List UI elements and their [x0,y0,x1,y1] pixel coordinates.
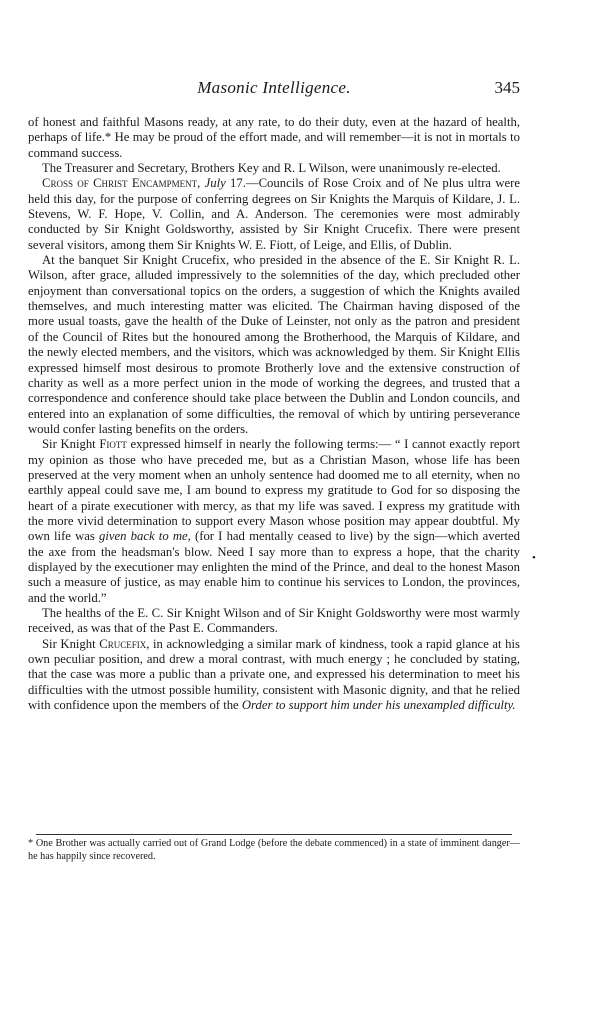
paragraph-7-emphasis: Order to support him under his unexampled difficulty. [241,698,516,713]
paragraph-3-text: 17.—Councils of Rose Croix and of Ne plus ultra were held this day, for the purpose of conferring degrees on Sir Knights the Marquis of Kildare, J. L. Stevens, W. F. Hope, V. Collin, and A. Anderson. The ceremonies were most admirably conducted by Sir Knight Goldsworthy, assisted by Sir Knight Crucefix. There were present several visitors, among them Sir Knights W. E. Fiott, of Leige, and Ellis, of Dublin. [28,176,521,252]
paragraph-1: of honest and faithful Masons ready, at any rate, to do their duty, even at the hazard of health, perhaps of life.* He may be proud of the effort made, and will remember—it is not in mortals to command success. [28,115,520,160]
paragraph-5-lead: Sir Knight [42,437,100,452]
speaker-name-fiott: Fiott [99,437,127,452]
paragraph-2: The Treasurer and Secretary, Brothers Key and R. L Wilson, were unanimously re-elected. [42,161,501,176]
paragraph-5 [28,437,520,606]
footnote-divider [36,834,512,835]
footnote: * One Brother was actually carried out of Grand Lodge (before the debate commenced) in a state of imminent danger—he has happily since recovered. [28,838,520,862]
page-number: 345 [494,78,520,97]
paragraph-6: The healths of the E. C. Sir Knight Wilson and of Sir Knight Goldsworthy were most warmly received, as was that of the Past E. Commanders. [28,606,520,636]
paragraph-7 [28,637,520,714]
paragraph-4: At the banquet Sir Knight Crucefix, who presided in the absence of the E. Sir Knight R. L. Wilson, after grace, alluded impressively to the solemnities of the day, which precluded other enjoyment than conversational topics on the orders, a suggestion of which the Knights availed themselves, and much interesting matter was elicited. The Chairman having disposed of the more usual toasts, gave the health of the Duke of Leinster, not only as the patron and president of the Council of Rites but the honoured among the Brotherhood, the Marquis of Kildare, and the newly elected members, and the visitors, which was acknowledged by them. Sir Knight Ellis expressed himself most desirous to promote Brotherly love and the extensive construction of charity as well as a more perfect union in the mode of working the degrees, and trusted that a correspondence and conference should take place between the Dublin and London councils, and entered into an explanation of some difficulties, the removal of which by untiring perseverance would confer lasting benefits on the orders. [28,253,520,436]
paragraph-7-text-a: in acknowledging a similar mark of kindness, took a rapid glance at his own peculiar position, and drew a moral contrast, with much energy ; he concluded by stating, that the case was more a public than a private one, and expressed his determination to meet his difficulties with the utmost possible humility, consistent with Masonic dignity, and that he relied with confidence upon the members of the [28,636,520,713]
paragraph-5-emphasis: given back to me, [99,529,191,544]
paragraph-3 [28,176,520,253]
paragraph-5-text-a: expressed himself in nearly the following terms:— “ I cannot exactly report my opinion as those who have preceded me, but as a Christian Mason, whose life has been preserved at the very moment when an unholy sentence had doomed me to all eternity, when no earthly appeal could save me, I am bound to express my gratitude to God for so disposing the heart of a pirate executioner with mercy, as that my life was saved. I express my gratitude with the more vivid determination to support every Mason whose position may appear doubtful. My own life was [28,437,520,544]
encampment-heading: Cross of Christ Encampment, [42,176,201,191]
paragraph-7-lead: Sir Knight [42,636,100,651]
paragraph-5-text-b: (for I had mentally ceased to live) by the sign—which averted the axe from the headsman's blow. Need I say more than to express a hope, that the charity displayed by the executioner may enlighten the mind of the Prince, and deal to the honest Mason such a measure of justice, as may enable him to continue his services to London, the provinces, and the world.” [28,529,520,605]
marginal-dot: • [532,552,536,564]
article-body [28,115,520,713]
speaker-name-crucefix: Crucefix, [99,636,150,651]
page-header [28,78,520,102]
running-title: Masonic Intelligence. [197,78,351,97]
meeting-date: July [204,176,226,191]
